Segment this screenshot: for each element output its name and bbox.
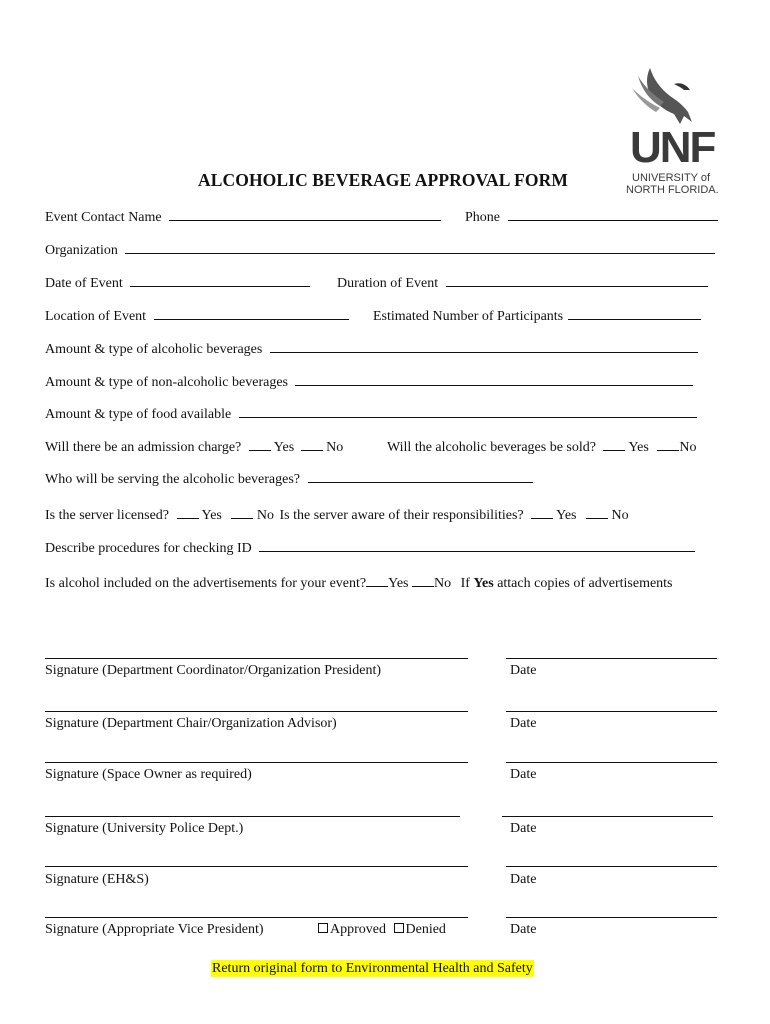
duration-field[interactable] [446, 274, 708, 287]
date-line[interactable] [506, 917, 717, 918]
admission-row [45, 438, 343, 456]
date-line[interactable] [506, 762, 717, 763]
duration-label: Duration of Event [337, 276, 439, 291]
date-row [45, 274, 310, 292]
ads-no-label: No [434, 576, 452, 591]
event-contact-field[interactable] [169, 208, 441, 221]
date-label: Date [510, 767, 537, 782]
phone-label: Phone [465, 210, 500, 225]
date-line[interactable] [506, 658, 717, 659]
ads-yes-blank[interactable] [366, 574, 388, 587]
admission-no-label: No [326, 440, 344, 455]
signature-line[interactable] [45, 917, 468, 918]
location-field[interactable] [154, 307, 349, 320]
sold-row [387, 438, 696, 456]
phone-row [465, 208, 718, 226]
ads-tail: attach copies of advertisements [497, 576, 673, 591]
unf-logo [620, 66, 730, 196]
date-line[interactable] [502, 816, 713, 817]
non-alcoholic-field[interactable] [295, 373, 693, 386]
sold-no-label: No [679, 440, 697, 455]
alcoholic-label: Amount & type of alcoholic beverages [45, 342, 263, 357]
location-row [45, 307, 349, 325]
non-alcoholic-row [45, 373, 693, 391]
checking-id-row [45, 539, 695, 557]
alcoholic-field[interactable] [270, 340, 698, 353]
who-serving-row [45, 470, 533, 488]
sold-label: Will the alcoholic beverages be sold? [387, 440, 596, 455]
who-serving-label: Who will be serving the alcoholic beverages? [45, 472, 301, 487]
sold-no-blank[interactable] [657, 438, 679, 451]
date-line[interactable] [506, 711, 717, 712]
participants-field[interactable] [568, 307, 701, 320]
signature-line[interactable] [45, 711, 468, 712]
participants-label: Estimated Number of Participants [373, 309, 564, 324]
date-label: Date [510, 663, 537, 678]
admission-yes-label: Yes [273, 440, 295, 455]
signature-line[interactable] [45, 866, 468, 867]
admission-label: Will there be an admission charge? [45, 440, 242, 455]
who-serving-field[interactable] [308, 470, 533, 483]
aware-label: Is the server aware of their responsibilities? [279, 508, 524, 523]
admission-yes-blank[interactable] [249, 438, 271, 451]
footer-note [211, 961, 534, 977]
ads-yes-bold: Yes [473, 576, 494, 591]
organization-label: Organization [45, 243, 118, 258]
food-row [45, 405, 697, 423]
signature-line[interactable] [45, 762, 468, 763]
logo-line2: NORTH FLORIDA. [626, 184, 719, 196]
signature-label: Signature (Department Chair/Organization Advisor) [45, 716, 337, 731]
approval-options [318, 922, 446, 938]
date-label: Date [510, 716, 537, 731]
licensed-row [45, 506, 629, 524]
aware-yes-blank[interactable] [531, 506, 553, 519]
licensed-no-blank[interactable] [231, 506, 253, 519]
ads-no-blank[interactable] [412, 574, 434, 587]
form-title: ALCOHOLIC BEVERAGE APPROVAL FORM [198, 170, 568, 190]
duration-row [337, 274, 708, 292]
signature-label: Signature (Space Owner as required) [45, 767, 252, 782]
licensed-yes-label: Yes [201, 508, 222, 523]
event-contact-label: Event Contact Name [45, 210, 162, 225]
sold-yes-label: Yes [628, 440, 649, 455]
licensed-no-label: No [256, 508, 274, 523]
ads-if: If [460, 576, 470, 591]
signature-label: Signature (EH&S) [45, 872, 149, 887]
logo-line1: UNIVERSITY of [632, 172, 711, 184]
signature-label: Signature (University Police Dept.) [45, 821, 244, 836]
ads-row [45, 574, 673, 592]
event-contact-row [45, 208, 441, 226]
alcoholic-row [45, 340, 698, 358]
footer-highlight: Return original form to Environmental Health and Safety [212, 961, 533, 976]
non-alcoholic-label: Amount & type of non-alcoholic beverages [45, 375, 288, 390]
date-label: Date [510, 872, 537, 887]
licensed-label: Is the server licensed? [45, 508, 169, 523]
licensed-yes-blank[interactable] [177, 506, 199, 519]
participants-row [373, 307, 701, 325]
ads-yes-label: Yes [388, 576, 409, 591]
organization-field[interactable] [125, 241, 715, 254]
date-label: Date [510, 922, 537, 937]
date-field[interactable] [130, 274, 310, 287]
date-line[interactable] [506, 866, 717, 867]
denied-label: Denied [405, 922, 446, 937]
aware-yes-label: Yes [556, 508, 577, 523]
checking-id-field[interactable] [259, 539, 695, 552]
approved-checkbox[interactable] [318, 923, 328, 933]
approved-label: Approved [330, 922, 386, 937]
sold-yes-blank[interactable] [603, 438, 625, 451]
logo-wordmark: UNF [630, 123, 715, 172]
signature-line[interactable] [45, 658, 468, 659]
admission-no-blank[interactable] [301, 438, 323, 451]
food-field[interactable] [239, 405, 697, 418]
date-label: Date [510, 821, 537, 836]
location-label: Location of Event [45, 309, 147, 324]
food-label: Amount & type of food available [45, 407, 232, 422]
denied-checkbox[interactable] [394, 923, 404, 933]
ads-label: Is alcohol included on the advertisements for your event? [45, 576, 367, 591]
checking-id-label: Describe procedures for checking ID [45, 541, 252, 556]
date-label: Date of Event [45, 276, 123, 291]
aware-no-label: No [611, 508, 629, 523]
signature-label: Signature (Appropriate Vice President) [45, 922, 264, 937]
phone-field[interactable] [508, 208, 718, 221]
organization-row [45, 241, 715, 259]
signature-line[interactable] [45, 816, 460, 817]
aware-no-blank[interactable] [586, 506, 608, 519]
signature-label: Signature (Department Coordinator/Organization President) [45, 663, 382, 678]
